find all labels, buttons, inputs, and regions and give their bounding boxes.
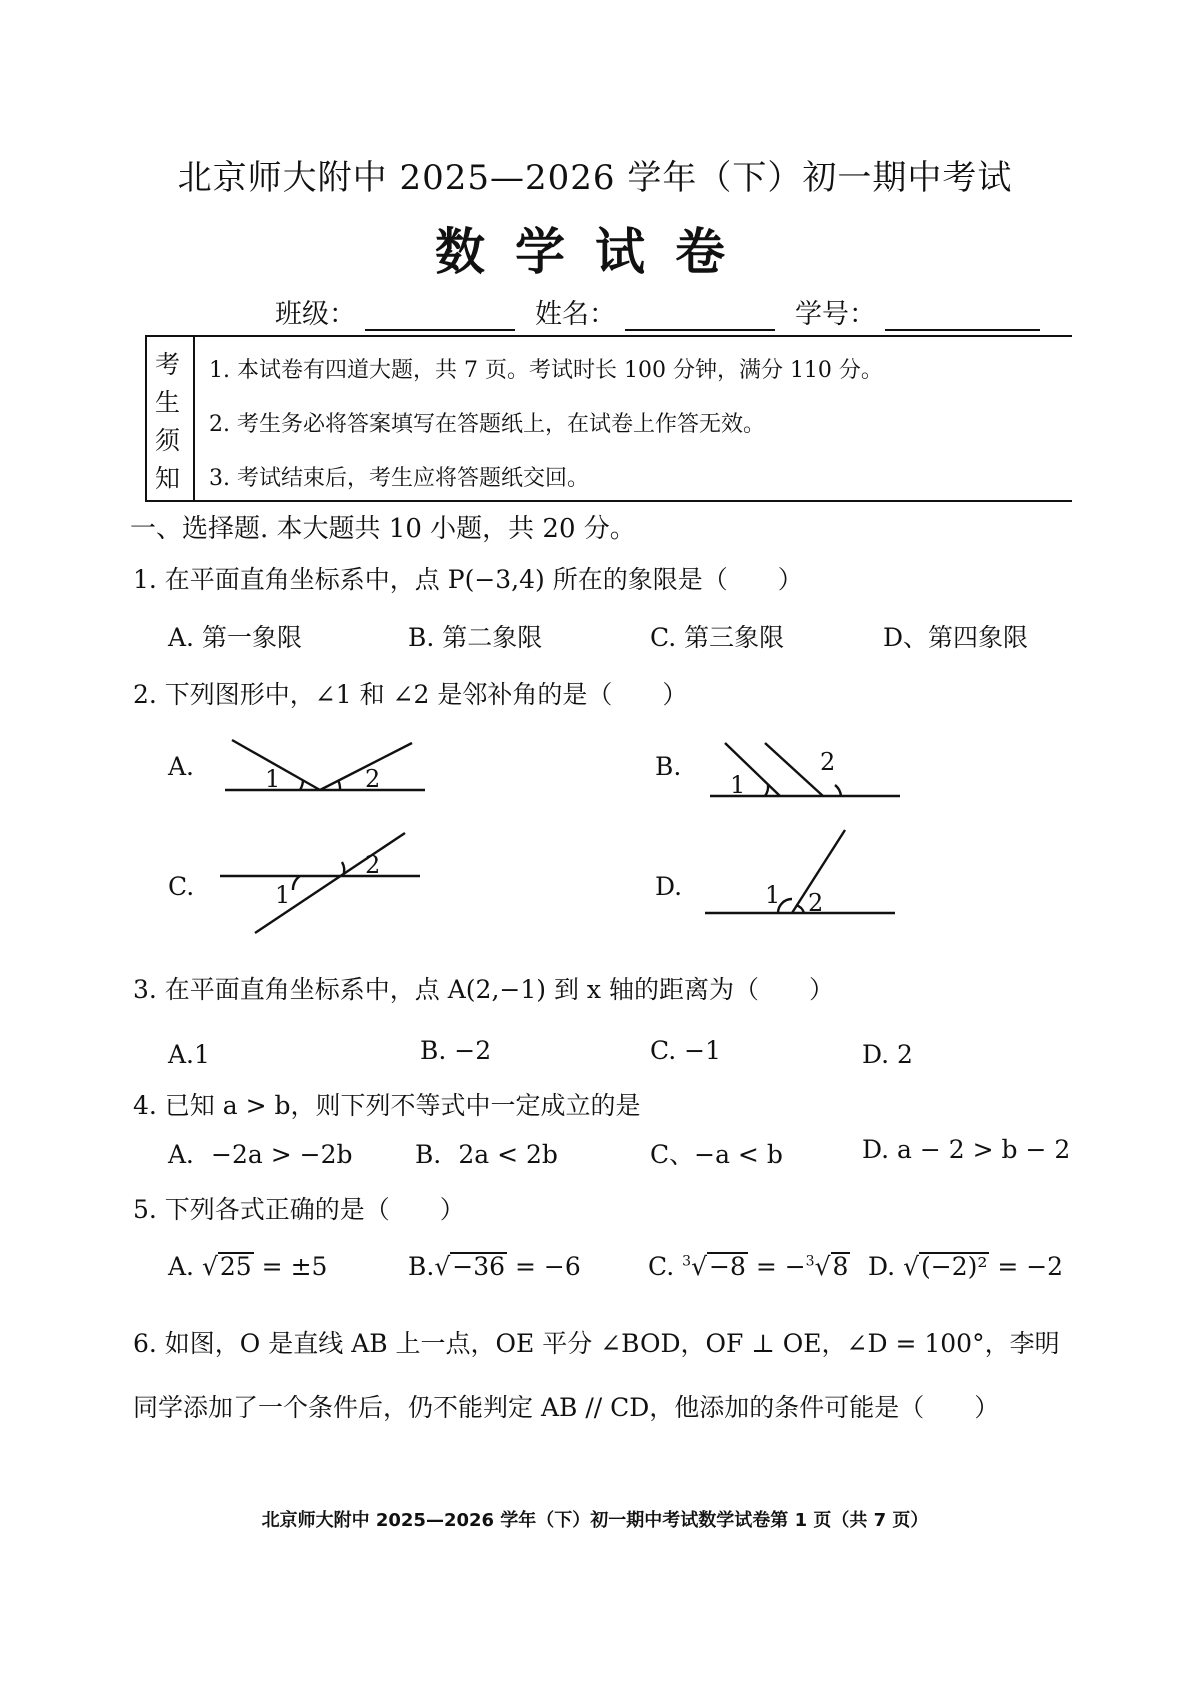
- name-field: [535, 292, 775, 331]
- q5-option-b: [408, 1252, 581, 1281]
- exam-title: 北京师大附中 2025—2026 学年（下）初一期中考试: [177, 158, 1013, 198]
- q2-a-angle-1-label: 1: [265, 765, 281, 793]
- q2-figure-b: [705, 738, 905, 803]
- q2-figure-a: [220, 735, 430, 795]
- q2-b-angle-2-label: 2: [820, 748, 836, 776]
- class-blank[interactable]: [365, 301, 515, 331]
- notice-item: 1. 本试卷有四道大题，共 7 页。考试时长 100 分钟，满分 110 分。: [209, 358, 883, 383]
- q4-option-c: C、−a < b: [650, 1140, 783, 1169]
- sqrt-sign: √: [903, 1252, 919, 1281]
- q5-a-label: A.: [168, 1252, 195, 1281]
- q3-option-a: A.1: [168, 1040, 210, 1069]
- q2-c-angle-2-label: 2: [365, 851, 381, 879]
- q2-d-angle-2-label: 2: [808, 889, 824, 917]
- exam-subtitle: 数学试卷: [435, 223, 755, 281]
- q2-option-c-label: C.: [168, 872, 195, 901]
- q2-figure-d: [700, 825, 900, 920]
- question-6-line-2: 同学添加了一个条件后，仍不能判定 AB // CD，他添加的条件可能是（ ）: [133, 1393, 1000, 1422]
- q4-option-d: D. a − 2 > b − 2: [862, 1135, 1071, 1164]
- cbrt-sign: √: [691, 1252, 707, 1281]
- q1-option-a: A. 第一象限: [168, 623, 302, 652]
- notice-heading-char: 生: [155, 388, 181, 417]
- question-3-stem: 3. 在平面直角坐标系中，点 A(2,−1) 到 x 轴的距离为（ ）: [133, 975, 834, 1004]
- cbrt-sign: √: [814, 1252, 831, 1281]
- q2-a-angle-2-label: 2: [365, 765, 381, 793]
- q2-c-angle-1-label: 1: [275, 881, 291, 909]
- q5-c-radicand: −8: [709, 1252, 746, 1281]
- q5-d-label: D.: [868, 1252, 896, 1281]
- q5-option-c: [648, 1252, 850, 1281]
- notice-heading: [147, 337, 195, 500]
- q5-c-radicand-2: 8: [832, 1252, 849, 1281]
- q5-b-rest: = −6: [514, 1252, 581, 1281]
- page-footer: 北京师大附中 2025—2026 学年（下）初一期中考试数学试卷第 1 页（共 7 页）: [261, 1510, 929, 1531]
- notice-heading-char: 知: [155, 464, 181, 493]
- q5-b-radicand: −36: [452, 1252, 506, 1281]
- student-id-field: [795, 292, 1040, 331]
- question-6-line-1: 6. 如图，O 是直线 AB 上一点，OE 平分 ∠BOD，OF ⊥ OE，∠D = 100°，李明: [133, 1329, 1060, 1358]
- q5-d-rest: = −2: [997, 1252, 1064, 1281]
- question-4-stem: 4. 已知 a > b，则下列不等式中一定成立的是: [133, 1091, 641, 1120]
- notice-heading-char: 须: [155, 426, 181, 455]
- q2-b-angle-1-label: 1: [730, 771, 746, 799]
- student-id-label: 学号：: [795, 299, 876, 330]
- sqrt-sign: √: [434, 1252, 451, 1281]
- q5-option-d: [868, 1252, 1063, 1281]
- student-id-blank[interactable]: [885, 301, 1040, 331]
- q2-figure-c: [215, 828, 425, 938]
- q5-c-label: C.: [648, 1252, 675, 1281]
- exam-notice-box: [145, 335, 1072, 502]
- section-title: 一、选择题. 本大题共 10 小题，共 20 分。: [130, 514, 636, 544]
- q2-option-a-label: A.: [168, 752, 195, 781]
- q5-c-mid: = −: [755, 1252, 806, 1281]
- notice-heading-char: 考: [155, 350, 181, 379]
- name-label: 姓名：: [535, 299, 616, 330]
- q3-option-b: B. −2: [420, 1036, 492, 1065]
- q5-a-radicand: 25: [219, 1252, 252, 1281]
- q2-d-angle-1-label: 1: [765, 881, 781, 909]
- q4-option-b: B．2a < 2b: [415, 1140, 558, 1169]
- notice-item: 3. 考试结束后，考生应将答题纸交回。: [209, 466, 589, 491]
- q5-a-rest: = ±5: [261, 1252, 328, 1281]
- question-2-stem: 2. 下列图形中，∠1 和 ∠2 是邻补角的是（ ）: [133, 680, 688, 709]
- class-field: [275, 292, 515, 331]
- q2-option-b-label: B.: [655, 752, 682, 781]
- q5-c-root-index-2: 3: [805, 1253, 815, 1270]
- sqrt-sign: √: [201, 1252, 218, 1281]
- question-5-stem: 5. 下列各式正确的是（ ）: [133, 1195, 465, 1224]
- q1-option-b: B. 第二象限: [408, 623, 543, 652]
- name-blank[interactable]: [625, 301, 775, 331]
- class-label: 班级：: [275, 299, 356, 330]
- q5-b-label: B.: [408, 1252, 435, 1281]
- question-1-stem: 1. 在平面直角坐标系中，点 P(−3,4) 所在的象限是（ ）: [133, 565, 803, 594]
- q5-option-a: [168, 1252, 327, 1281]
- q4-option-a: A．−2a > −2b: [168, 1140, 353, 1169]
- q2-option-d-label: D.: [655, 872, 683, 901]
- q5-c-root-index: 3: [682, 1253, 692, 1270]
- notice-item: 2. 考生务必将答案填写在答题纸上，在试卷上作答无效。: [209, 412, 765, 437]
- q5-d-radicand: (−2)²: [921, 1252, 988, 1281]
- q3-option-c: C. −1: [650, 1036, 721, 1065]
- q3-option-d: D. 2: [862, 1040, 913, 1069]
- q1-option-d: D、第四象限: [883, 623, 1029, 652]
- q1-option-c: C. 第三象限: [650, 623, 785, 652]
